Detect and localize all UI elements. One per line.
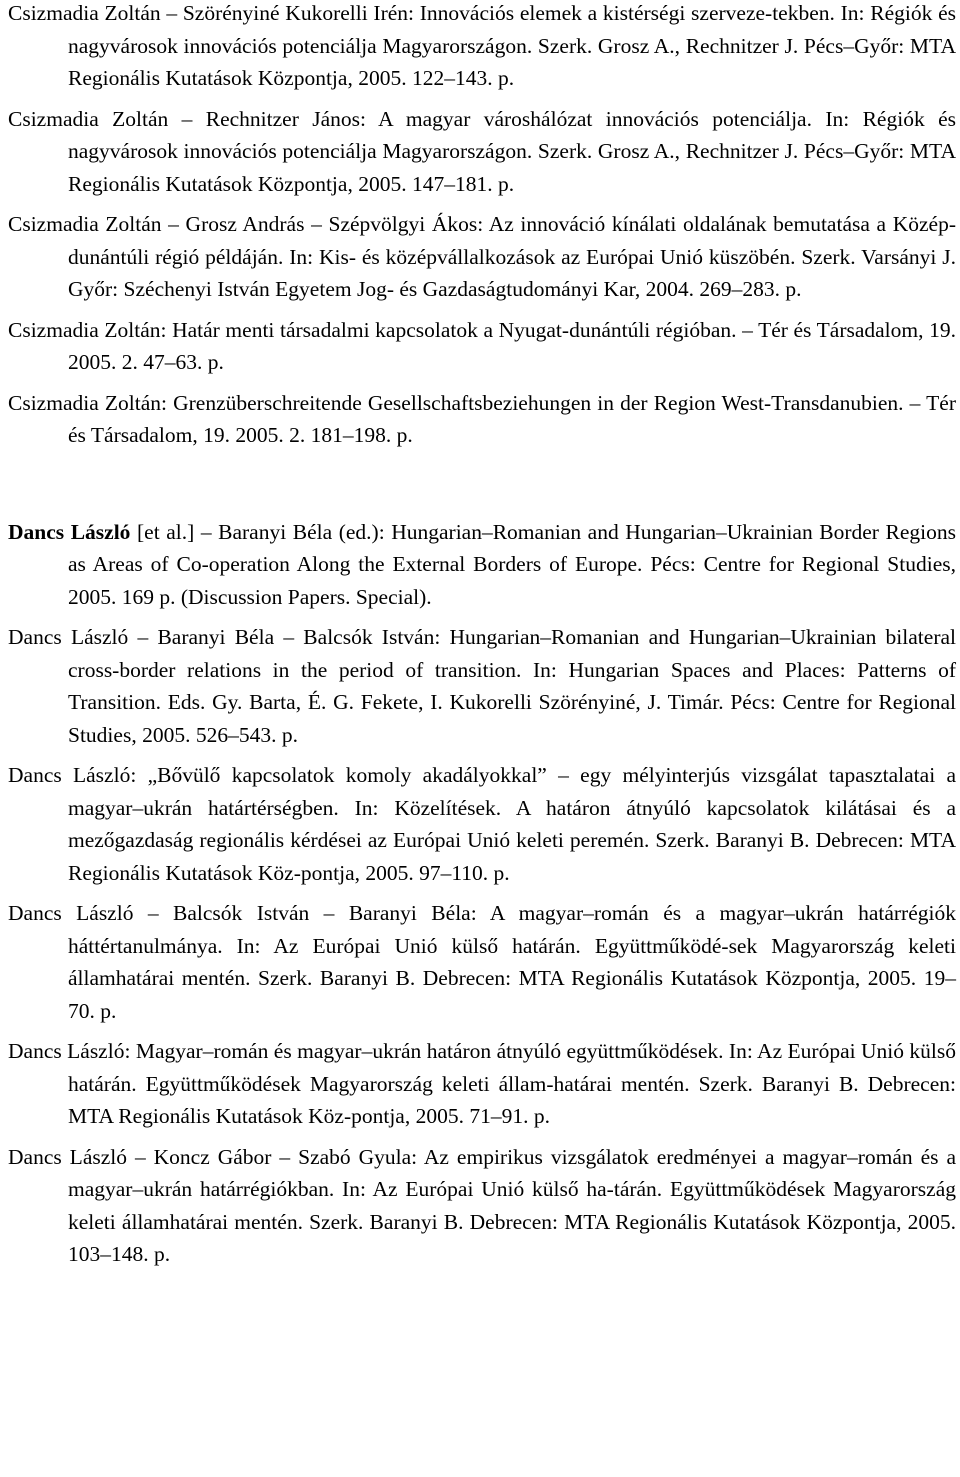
entry-text: [et al.] – Baranyi Béla (ed.): Hungarian–Romanian and Hungarian–Ukrainian Border Regions as Areas of Co-operation Along the External Borders of Europe. Pécs: Centre for Regional Studies, 2005. 169 p. (Discussion Papers. Special). [68,519,956,609]
entry-author-bold: Dancs László [8,519,131,544]
bibliography-entry: Dancs László – Koncz Gábor – Szabó Gyula: Az empirikus vizsgálatok eredményei a magyar–román és a magyar–ukrán határrégiókban. In: Az Európai Unió külső ha-tárán. Együttműködések Magyarország keleti államhatárai mentén. Szerk. Baranyi B. Debrecen: MTA Regionális Kutatások Központja, 2005. 103–148. p. [8,1144,956,1266]
bibliography-entry: Dancs László: „Bővülő kapcsolatok komoly akadályokkal” – egy mélyinterjús vizsgálat tapasztalatai a magyar–ukrán határtérségben. In: Közelítések. A határon átnyúló kapcsolatok kilátásai és a mezőgazdaság regionális kérdései az Európai Unió keleti peremén. Szerk. Baranyi B. Debrecen: MTA Regionális Kutatások Köz-pontja, 2005. 97–110. p. [8,763,956,885]
bibliography-entry [8,516,956,614]
bibliography-entry: Dancs László: Magyar–román és magyar–ukrán határon átnyúló együttműködések. In: Az Európai Unió külső határán. Együttműködések Magyarország keleti állam-határai mentén. Szerk. Baranyi B. Debrecen: MTA Regionális Kutatások Köz-pontja, 2005. 71–91. p. [8,1039,956,1128]
bibliography-page [8,0,956,1279]
bibliography-entry: Dancs László – Baranyi Béla – Balcsók István: Hungarian–Romanian and Hungarian–Ukrainian bilateral cross-border relations in the period of transition. In: Hungarian Spaces and Places: Patterns of Transition. Eds. Gy. Barta, É. G. Fekete, I. Kukorelli Szörényiné, J. Timár. Pécs: Centre for Regional Studies, 2005. 526–543. p. [8,625,956,747]
bibliography-entry: Csizmadia Zoltán: Grenzüberschreitende Gesellschaftsbeziehungen in der Region West-Transdanubien. – Tér és Társadalom, 19. 2005. 2. 181–198. p. [8,390,956,447]
bibliography-entry: Csizmadia Zoltán: Határ menti társadalmi kapcsolatok a Nyugat-dunántúli régióban. – Tér és Társadalom, 19. 2005. 2. 47–63. p. [8,317,956,374]
bibliography-entry: Csizmadia Zoltán – Rechnitzer János: A magyar városhálózat innovációs potenciálja. In: Régiók és nagyvárosok innovációs potenciálja Magyarországon. Szerk. Grosz A., Rechnitzer J. Pécs–Győr: MTA Regionális Kutatások Központja, 2005. 147–181. p. [8,106,956,196]
bibliography-entry: Dancs László – Balcsók István – Baranyi Béla: A magyar–román és a magyar–ukrán határrégiók háttértanulmánya. In: Az Európai Unió külső határán. Együttműködé-sek Magyarország keleti államhatárai mentén. Szerk. Baranyi B. Debrecen: MTA Regionális Kutatások Központja, 2005. 19–70. p. [8,901,956,1023]
bibliography-entry: Csizmadia Zoltán – Grosz András – Szépvölgyi Ákos: Az innováció kínálati oldalának bemutatása a Közép-dunántúli régió példáján. In: Kis- és középvállalkozások az Európai Unió küszöbén. Szerk. Varsányi J. Győr: Széchenyi István Egyetem Jog- és Gazdaságtudományi Kar, 2004. 269–283. p. [8,212,956,301]
bibliography-entry: Csizmadia Zoltán – Szörényiné Kukorelli Irén: Innovációs elemek a kistérségi szerveze-tekben. In: Régiók és nagyvárosok innovációs potenciálja Magyarországon. Szerk. Grosz A., Rechnitzer J. Pécs–Győr: MTA Regionális Kutatások Központja, 2005. 122–143. p. [8,1,956,90]
